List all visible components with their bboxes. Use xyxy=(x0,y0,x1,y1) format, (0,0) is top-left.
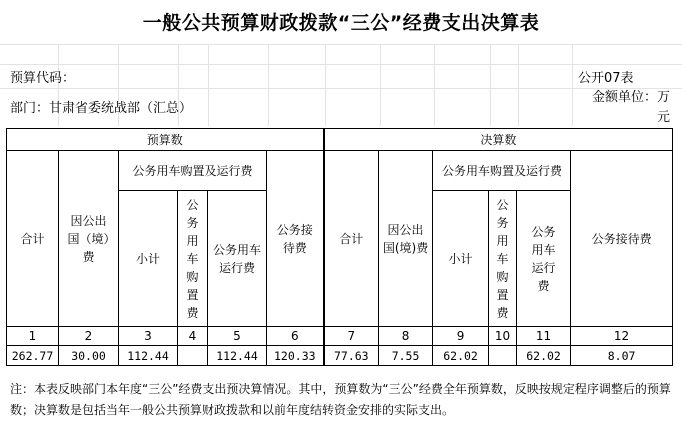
header-abroad-budget: 因公出国（境）费 xyxy=(59,151,119,327)
value-total-budget: 262.77 xyxy=(7,346,59,366)
index-cell: 12 xyxy=(571,327,673,346)
index-cell: 1 xyxy=(7,327,59,346)
value-reception-budget: 120.33 xyxy=(267,346,324,366)
header-vehicle-group-final: 公务用车购置及运行费 xyxy=(433,151,571,191)
value-subtotal-budget: 112.44 xyxy=(119,346,178,366)
header-purchase-final: 公务用车购置费 xyxy=(489,191,517,327)
value-total-final: 77.63 xyxy=(324,346,379,366)
three-public-expenses-table xyxy=(6,128,673,366)
header-purchase-budget: 公务用车购置费 xyxy=(178,191,208,327)
index-cell: 3 xyxy=(119,327,178,346)
header-subtotal-budget: 小计 xyxy=(119,191,178,327)
index-cell: 8 xyxy=(379,327,433,346)
value-abroad-final: 7.55 xyxy=(379,346,433,366)
value-operate-final: 62.02 xyxy=(517,346,571,366)
index-cell: 9 xyxy=(433,327,489,346)
value-purchase-budget xyxy=(178,346,208,366)
header-abroad-final: 因公出国(境)费 xyxy=(379,151,433,327)
header-subtotal-final: 小计 xyxy=(433,191,489,327)
index-cell: 10 xyxy=(489,327,517,346)
header-total-budget: 合计 xyxy=(7,151,59,327)
header-reception-budget: 公务接待费 xyxy=(267,151,324,327)
index-cell: 6 xyxy=(267,327,324,346)
index-cell: 11 xyxy=(517,327,571,346)
table-values-row xyxy=(7,346,673,366)
header-total-final: 合计 xyxy=(324,151,379,327)
form-code: 公开07表 xyxy=(578,71,634,86)
index-cell: 5 xyxy=(208,327,267,346)
table-index-row xyxy=(7,327,673,346)
table-footnote: 注：本表反映部门本年度“三公”经费支出预决算情况。其中，预算数为“三公”经费全年预算数，反映按规定程序调整后的预算数；决算数是包括当年一般公共预算财政拨款和以前年度结转资金安排的实际支出。 xyxy=(10,382,671,417)
index-cell: 2 xyxy=(59,327,119,346)
header-reception-final: 公务接待费 xyxy=(571,151,673,327)
value-operate-budget: 112.44 xyxy=(208,346,267,366)
value-abroad-budget: 30.00 xyxy=(59,346,119,366)
header-operate-final: 公务用车运行费 xyxy=(517,191,571,327)
group-header-budget: 预算数 xyxy=(7,129,324,151)
group-header-final: 决算数 xyxy=(324,129,673,151)
index-cell: 7 xyxy=(324,327,379,346)
department-label: 部门：甘肃省委统战部（汇总） xyxy=(10,101,193,116)
header-vehicle-group-budget: 公务用车购置及运行费 xyxy=(119,151,267,191)
amount-unit-label: 金额单位：万元 xyxy=(591,90,670,125)
value-subtotal-final: 62.02 xyxy=(433,346,489,366)
budget-code-label: 预算代码： xyxy=(10,71,76,86)
value-reception-final: 8.07 xyxy=(571,346,673,366)
header-operate-budget: 公务用车运行费 xyxy=(208,191,267,327)
value-purchase-final xyxy=(489,346,517,366)
index-cell: 4 xyxy=(178,327,208,346)
page-title: 一般公共预算财政拨款“三公”经费支出决算表 xyxy=(142,12,540,34)
